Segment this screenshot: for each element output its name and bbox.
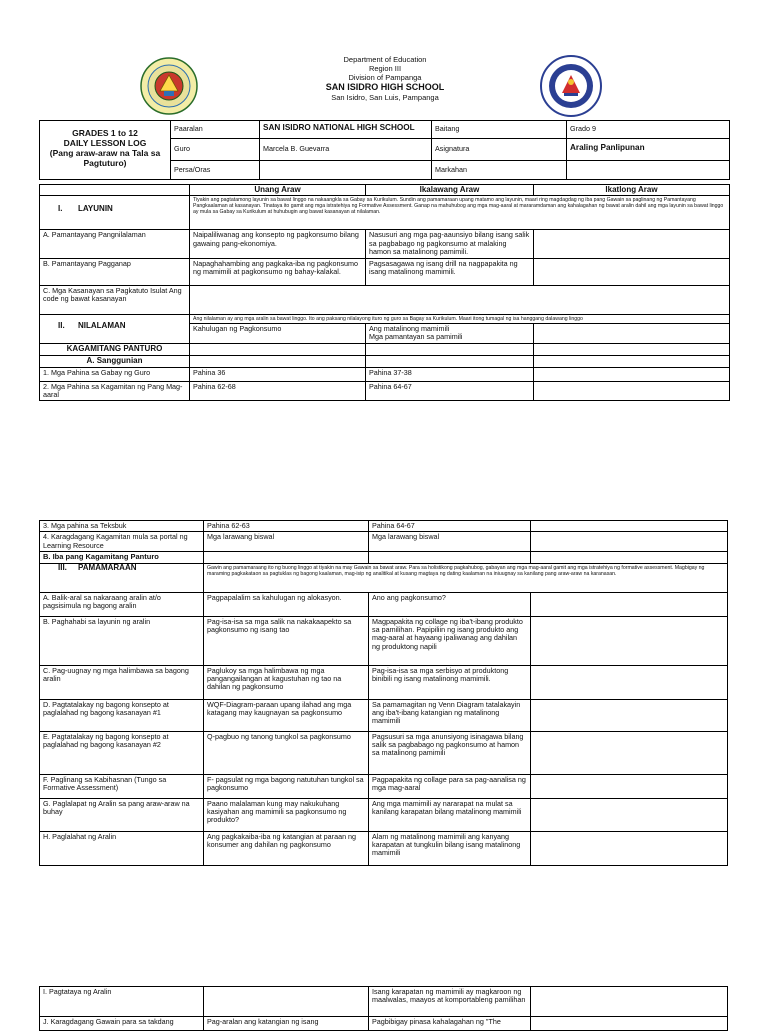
paglalahat-day1: Ang pagkakaiba-iba ng katangian at paraan ng konsumer ang dahilan ng pagkonsumo bbox=[204, 831, 369, 865]
pag-uugnay-day1: Paglukoy sa mga halimbawa ng mga pangangailangan at kagustuhan ng tao na dahilan ng pagkonsumo bbox=[204, 665, 369, 699]
paaralan-label: Paaralan bbox=[171, 121, 260, 139]
paghahabi-label: B. Paghahabi sa layunin ng aralin bbox=[40, 616, 204, 665]
kagamitang-panturo-heading: KAGAMITANG PANTURO bbox=[40, 343, 190, 355]
iba-pang-day3 bbox=[531, 552, 728, 563]
pagganap-day1: Napaghahambing ang pagkaka-iba ng pagkonsumo ng mamimili at pagkonsumo ng bahay-kalakal. bbox=[190, 258, 366, 285]
kasanayan-2-day1: Q-pagbuo ng tanong tungkol sa pagkonsumo bbox=[204, 731, 369, 774]
nilalaman-day2: Ang matalinong mamimili Mga pamantayan sa pamimili bbox=[366, 323, 534, 343]
layunin-description: Tiyakin ang pagtatamong layunin sa bawat linggo na nakaangkla sa Gabay sa Kurikulum. Sundin ang pamamaraan upang matamo ang layunin, maari ring magdagdag ng iba pang Gawain sa paglinang ng Pamantayang Pangkaalaman at kasanayan. Tinataya ito gamit ang mga istratehiya ng Formative Assessment. Ganap na mahuhubog ang mga mag-aaral at mararamdaman ang kahalagahan ng bawat aralin dahil ang mga layunin sa bawat linggo ay mula sa Gabay sa Kurikulum at huhubugin ang bawat kasanayan at nilalaman. bbox=[190, 196, 730, 230]
pagganap-day3 bbox=[534, 258, 730, 285]
iba-pang-day1 bbox=[204, 552, 369, 563]
pamantayang-pangnilalaman-label: A. Pamantayang Pangnilalaman bbox=[40, 230, 190, 258]
region-line: Region III bbox=[368, 64, 402, 73]
pagtataya-day3 bbox=[531, 987, 728, 1017]
dll-title-grades: GRADES 1 to 12 bbox=[72, 128, 138, 138]
kagamitan-mag-aaral-day1: Pahina 62-68 bbox=[190, 381, 366, 401]
pangnilalaman-day1: Naipaliliwanag ang konsepto ng pagkonsumo bilang gawaing pang-ekonomiya. bbox=[190, 230, 366, 258]
teksbuk-day2: Pahina 64-67 bbox=[369, 521, 531, 532]
school-name: SAN ISIDRO HIGH SCHOOL bbox=[325, 82, 445, 92]
nilalaman-description: Ang nilalaman ay ang mga aralin sa bawat linggo. Ito ang paksang nilalayong ituro ng guro sa Bagay sa Kurikulum. Maari itong tumagal ng isa hanggang dalawang linggo bbox=[190, 314, 730, 323]
paglalapat-label: G. Paglalapat ng Aralin sa pang araw-araw na buhay bbox=[40, 798, 204, 831]
takdang-aralin-day2: Pagbibigay pinasa kahalagahan ng "The bbox=[369, 1017, 531, 1031]
markahan-value bbox=[567, 161, 730, 180]
kagamitan-mag-aaral-day3 bbox=[534, 381, 730, 401]
iba-pang-kagamitan-label: B. Iba pang Kagamitang Panturo bbox=[40, 552, 204, 563]
layunin-heading: I. LAYUNIN bbox=[40, 196, 190, 230]
nilalaman-heading: II. NILALAMAN bbox=[40, 314, 190, 343]
lesson-table-part2 bbox=[39, 520, 728, 866]
asignatura-value: Araling Panlipunan bbox=[567, 139, 730, 161]
kabihasnan-day3 bbox=[531, 774, 728, 798]
pagtataya-day1 bbox=[204, 987, 369, 1017]
pamamaraan-description: Gawin ang pamamaraang ito ng buong linggo at tiyakin na may Gawain sa bawat araw. Para sa holistikong pagkahubog, gabayan ang mga mag-aaral gamit ang mga istratehiya ng formative assessment. Magbigay ng maraming pagkakataon sa pagtuklas ng bagong kaalaman, mag-isip ng analitikal at kusang magtaya ng dating kaalaman na iniuugnay sa kanilang pang araw-araw na karanasan. bbox=[204, 563, 728, 592]
day1-header: Unang Araw bbox=[190, 185, 366, 196]
kagamitan-day2 bbox=[366, 343, 534, 355]
kabihasnan-day2: Pagpapakita ng collage para sa pag-aanalisa ng mga mag-aaral bbox=[369, 774, 531, 798]
paglalapat-day3 bbox=[531, 798, 728, 831]
takdang-aralin-day1: Pag-aralan ang katangian ng isang bbox=[204, 1017, 369, 1031]
kasanayan-content bbox=[190, 285, 730, 314]
asignatura-label: Asignatura bbox=[432, 139, 567, 161]
pamantayang-pagganap-label: B. Pamantayang Pagganap bbox=[40, 258, 190, 285]
gabay-guro-day2: Pahina 37-38 bbox=[366, 367, 534, 381]
gabay-guro-label: 1. Mga Pahina sa Gabay ng Guro bbox=[40, 367, 190, 381]
teksbuk-day3 bbox=[531, 521, 728, 532]
kasanayan-1-day2: Sa pamamagitan ng Venn Diagram tatalakayin ang iba't-ibang katangian ng matalinong mamimili bbox=[369, 699, 531, 731]
kagamitan-mag-aaral-day2: Pahina 64-67 bbox=[366, 381, 534, 401]
karagdagang-kagamitan-label: 4. Karagdagang Kagamitan mula sa portal ng Learning Resource bbox=[40, 532, 204, 552]
dll-title-cell bbox=[40, 121, 171, 180]
paglalahat-day2: Alam ng matalinong mamimili ang kanyang karapatan at tungkulin bilang isang matalinong mamimili bbox=[369, 831, 531, 865]
kasanayan-2-day3 bbox=[531, 731, 728, 774]
paaralan-value: SAN ISIDRO NATIONAL HIGH SCHOOL bbox=[260, 121, 432, 139]
nilalaman-day1: Kahulugan ng Pagkonsumo bbox=[190, 323, 366, 343]
dept-line: Department of Education bbox=[343, 55, 427, 64]
baitang-label: Baitang bbox=[432, 121, 567, 139]
markahan-label: Markahan bbox=[432, 161, 567, 180]
paglalahat-day3 bbox=[531, 831, 728, 865]
sanggunian-day2 bbox=[366, 355, 534, 367]
sanggunian-day1 bbox=[190, 355, 366, 367]
karagdagang-kagamitan-day2: Mga larawang biswal bbox=[369, 532, 531, 552]
persa-value bbox=[260, 161, 432, 180]
pagganap-day2: Pagsasagawa ng isang drill na nagpapakita ng isang matalinong mamimili. bbox=[366, 258, 534, 285]
kabihasnan-label: F. Paglinang sa Kabihasnan (Tungo sa Formative Assessment) bbox=[40, 774, 204, 798]
division-line: Division of Pampanga bbox=[348, 73, 422, 82]
pag-uugnay-label: C. Pag-uugnay ng mga halimbawa sa bagong aralin bbox=[40, 665, 204, 699]
gabay-guro-day3 bbox=[534, 367, 730, 381]
day3-header: Ikatlong Araw bbox=[534, 185, 730, 196]
kasanayan-2-day2: Pagsusuri sa mga anunsiyong isinagawa bilang salik sa pagbabago ng pagkonsumo at hamon sa matalinong pamimili bbox=[369, 731, 531, 774]
iba-pang-day2 bbox=[369, 552, 531, 563]
kasanayan-1-label: D. Pagtatalakay ng bagong konsepto at paglalahad ng bagong kasanayan #1 bbox=[40, 699, 204, 731]
pangnilalaman-day2: Nasusuri ang mga pag-aaunsiyo bilang isang salik sa pagbabago ng pagkonsumo at malaking hamon sa matalinong pamimili. bbox=[366, 230, 534, 258]
baitang-value: Grado 9 bbox=[567, 121, 730, 139]
kasanayan-2-label: E. Pagtatalakay ng bagong konsepto at paglalahad ng bagong kasanayan #2 bbox=[40, 731, 204, 774]
paghahabi-day2: Magpapakita ng collage ng iba't-ibang produkto sa pamilihan. Papipiliin ng isang produkto ang mag-aaral at hayaang ipaliwanag ang dahilan ng produktong napili bbox=[369, 616, 531, 665]
pangnilalaman-day3 bbox=[534, 230, 730, 258]
dll-title-sub: (Pang araw-araw na Tala sa Pagtuturo) bbox=[49, 148, 161, 168]
pag-uugnay-day3 bbox=[531, 665, 728, 699]
kagamitan-mag-aaral-label: 2. Mga Pahina sa Kagamitan ng Pang Mag-aaral bbox=[40, 381, 190, 401]
paglalapat-day1: Paano malalaman kung may nakukuhang kasiyahan ang mamimili sa pagkonsumo ng produkto? bbox=[204, 798, 369, 831]
guro-value: Marcela B. Guevarra bbox=[260, 139, 432, 161]
takdang-aralin-label: J. Karagdagang Gawain para sa takdang bbox=[40, 1017, 204, 1031]
day-header-blank bbox=[40, 185, 190, 196]
lesson-table-part1 bbox=[39, 184, 730, 401]
kagamitan-day3 bbox=[534, 343, 730, 355]
balik-aral-day3 bbox=[531, 592, 728, 616]
karagdagang-kagamitan-day1: Mga larawang biswal bbox=[204, 532, 369, 552]
kasanayan-label: C. Mga Kasanayan sa Pagkatuto Isulat Ang code ng bawat kasanayan bbox=[40, 285, 190, 314]
balik-aral-label: A. Balik-aral sa nakaraang aralin at/o pagsisimula ng bagong aralin bbox=[40, 592, 204, 616]
sanggunian-heading: A. Sanggunian bbox=[40, 355, 190, 367]
lesson-table-part3 bbox=[39, 986, 728, 1031]
pagtataya-day2: Isang karapatan ng mamimili ay magkaroon ng maalwalas, maayos at komportableng pamilihan bbox=[369, 987, 531, 1017]
dll-title-log: DAILY LESSON LOG bbox=[63, 138, 147, 148]
pag-uugnay-day2: Pag-isa-isa sa mga serbisyo at produktong binibili ng isang matalinong mamimili. bbox=[369, 665, 531, 699]
paghahabi-day1: Pag-isa-isa sa mga salik na nakakaapekto sa pagkonsumo ng isang tao bbox=[204, 616, 369, 665]
day2-header: Ikalawang Araw bbox=[366, 185, 534, 196]
kabihasnan-day1: F- pagsulat ng mga bagong natutuhan tungkol sa pagkonsumo bbox=[204, 774, 369, 798]
paghahabi-day3 bbox=[531, 616, 728, 665]
gabay-guro-day1: Pahina 36 bbox=[190, 367, 366, 381]
guro-label: Guro bbox=[171, 139, 260, 161]
kagamitan-day1 bbox=[190, 343, 366, 355]
paglalahat-label: H. Paglalahat ng Aralin bbox=[40, 831, 204, 865]
school-address: San Isidro, San Luis, Pampanga bbox=[331, 93, 439, 102]
school-seal-logo bbox=[140, 57, 198, 115]
nilalaman-day3 bbox=[534, 323, 730, 343]
balik-aral-day2: Ano ang pagkonsumo? bbox=[369, 592, 531, 616]
karagdagang-kagamitan-day3 bbox=[531, 532, 728, 552]
pamamaraan-heading: III. PAMAMARAAN bbox=[40, 563, 204, 592]
paglalapat-day2: Ang mga mamimili ay nararapat na mulat sa kanilang karapatan bilang matalinong mamimili bbox=[369, 798, 531, 831]
letterhead bbox=[250, 55, 520, 102]
kasanayan-1-day3 bbox=[531, 699, 728, 731]
pagtataya-label: I. Pagtataya ng Aralin bbox=[40, 987, 204, 1017]
teksbuk-label: 3. Mga pahina sa Teksbuk bbox=[40, 521, 204, 532]
info-table bbox=[39, 120, 730, 180]
kasanayan-1-day1: WQF-Diagram-paraan upang ilahad ang mga katagang may kaugnayan sa pagkonsumo bbox=[204, 699, 369, 731]
persa-label: Persa/Oras bbox=[171, 161, 260, 180]
sanggunian-day3 bbox=[534, 355, 730, 367]
deped-seal-logo bbox=[540, 55, 602, 117]
teksbuk-day1: Pahina 62-63 bbox=[204, 521, 369, 532]
balik-aral-day1: Pagpapalalim sa kahulugan ng alokasyon. bbox=[204, 592, 369, 616]
